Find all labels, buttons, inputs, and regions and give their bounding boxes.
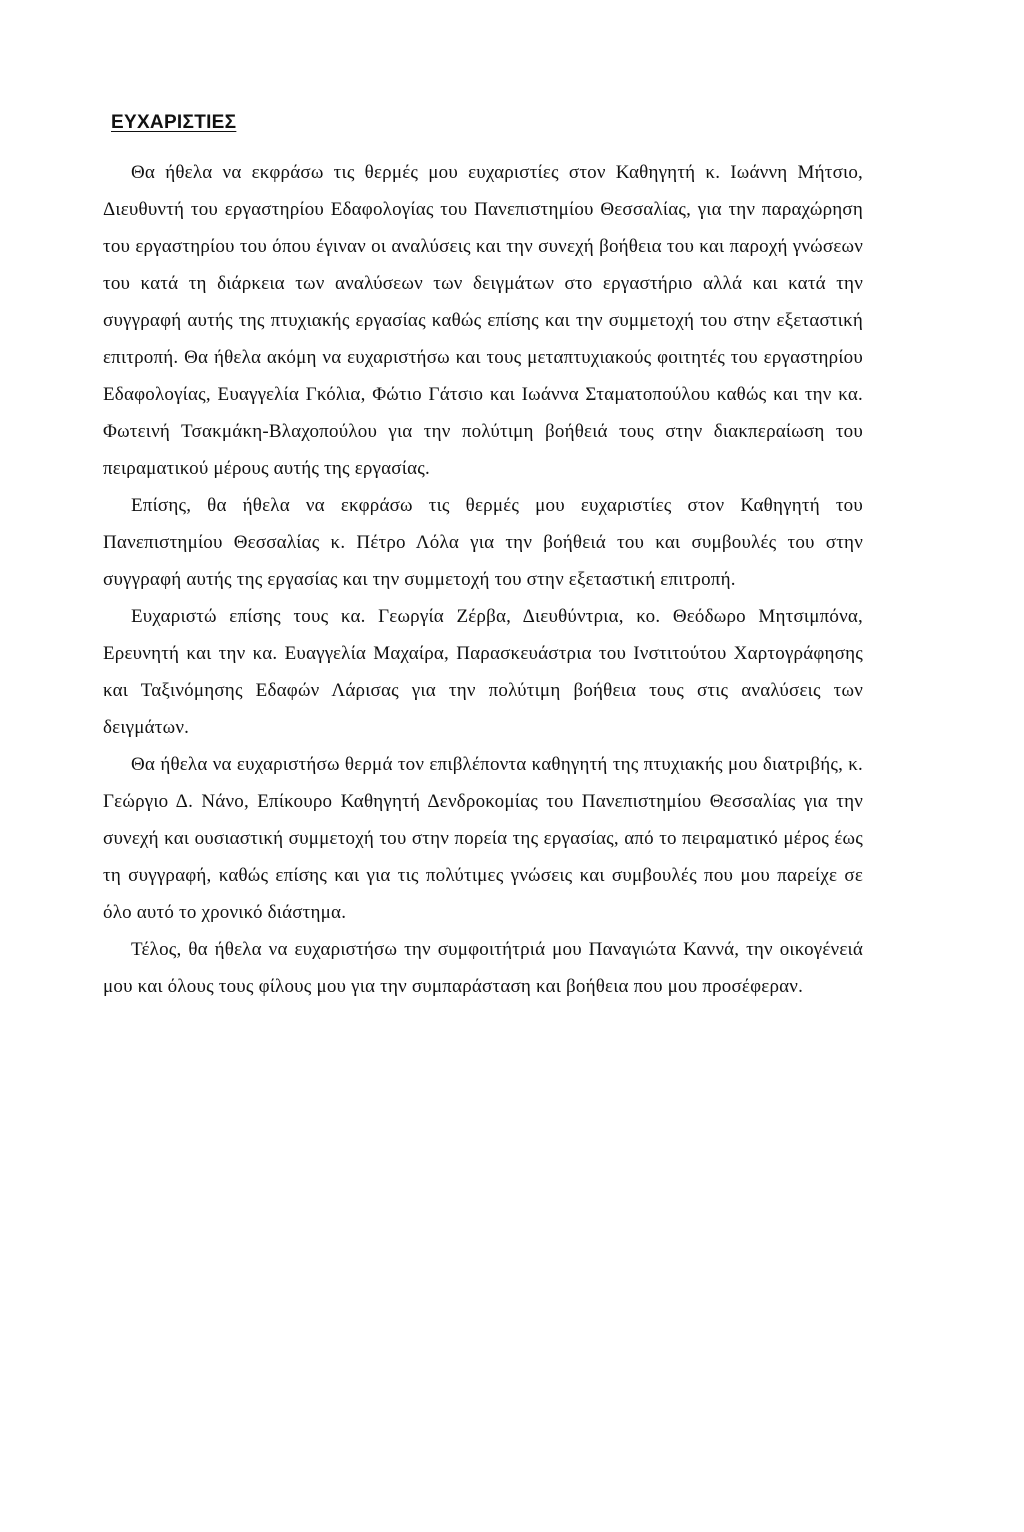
paragraph-4: Θα ήθελα να ευχαριστήσω θερμά τον επιβλέποντα καθηγητή της πτυχιακής μου διατριβής, κ. Γεώργιο Δ. Νάνο, Επίκουρο Καθηγητή Δενδροκομίας του Πανεπιστημίου Θεσσαλίας για την συνεχή και ουσιαστική συμμετοχή του στην πορεία της εργασίας, από το πειραματικό μέρος έως τη συγγραφή, καθώς επίσης και για τις πολύτιμες γνώσεις και συμβουλές που μου παρείχε σε όλο αυτό το χρονικό διάστημα. (103, 754, 863, 923)
paragraph-5: Τέλος, θα ήθελα να ευχαριστήσω την συμφοιτήτριά μου Παναγιώτα Καννά, την οικογένειά μου και όλους τους φίλους μου για την συμπαράσταση και βοήθεια που μου προσέφεραν. (103, 939, 863, 997)
paragraph-1: Θα ήθελα να εκφράσω τις θερμές μου ευχαριστίες στον Καθηγητή κ. Ιωάννη Μήτσιο, Διευθυντή του εργαστηρίου Εδαφολογίας του Πανεπιστημίου Θεσσαλίας, για την παραχώρηση του εργαστηρίου του όπου έγιναν οι αναλύσεις και την συνεχή βοήθεια του και παροχή γνώσεων του κατά τη διάρκεια των αναλύσεων των δειγμάτων στο εργαστήριο αλλά και κατά την συγγραφή αυτής της πτυχιακής εργασίας καθώς επίσης και την συμμετοχή του στην εξεταστική επιτροπή. Θα ήθελα ακόμη να ευχαριστήσω και τους μεταπτυχιακούς φοιτητές του εργαστηρίου Εδαφολογίας, Ευαγγελία Γκόλια, Φώτιο Γάτσιο και Ιωάννα Σταματοπούλου καθώς και την κα. Φωτεινή Τσακμάκη-Βλαχοπούλου για την πολύτιμη βοήθειά τους στην διακπεραίωση του πειραματικού μέρους αυτής της εργασίας. (103, 162, 863, 479)
paragraph-3: Ευχαριστώ επίσης τους κα. Γεωργία Ζέρβα, Διευθύντρια, κο. Θεόδωρο Μητσιμπόνα, Ερευνητή και την κα. Ευαγγελία Μαχαίρα, Παρασκευάστρια του Ινστιτούτου Χαρτογράφησης και Ταξινόμησης Εδαφών Λάρισας για την πολύτιμη βοήθεια τους στις αναλύσεις των δειγμάτων. (103, 606, 863, 738)
page-title: ΕΥΧΑΡΙΣΤΙΕΣ (111, 112, 237, 133)
paragraph-2: Επίσης, θα ήθελα να εκφράσω τις θερμές μου ευχαριστίες στον Καθηγητή του Πανεπιστημίου Θεσσαλίας κ. Πέτρο Λόλα για την βοήθειά του και συμβουλές του στην συγγραφή αυτής της εργασίας και την συμμετοχή του στην εξεταστική επιτροπή. (103, 495, 863, 590)
acknowledgements-page (103, 112, 863, 1005)
